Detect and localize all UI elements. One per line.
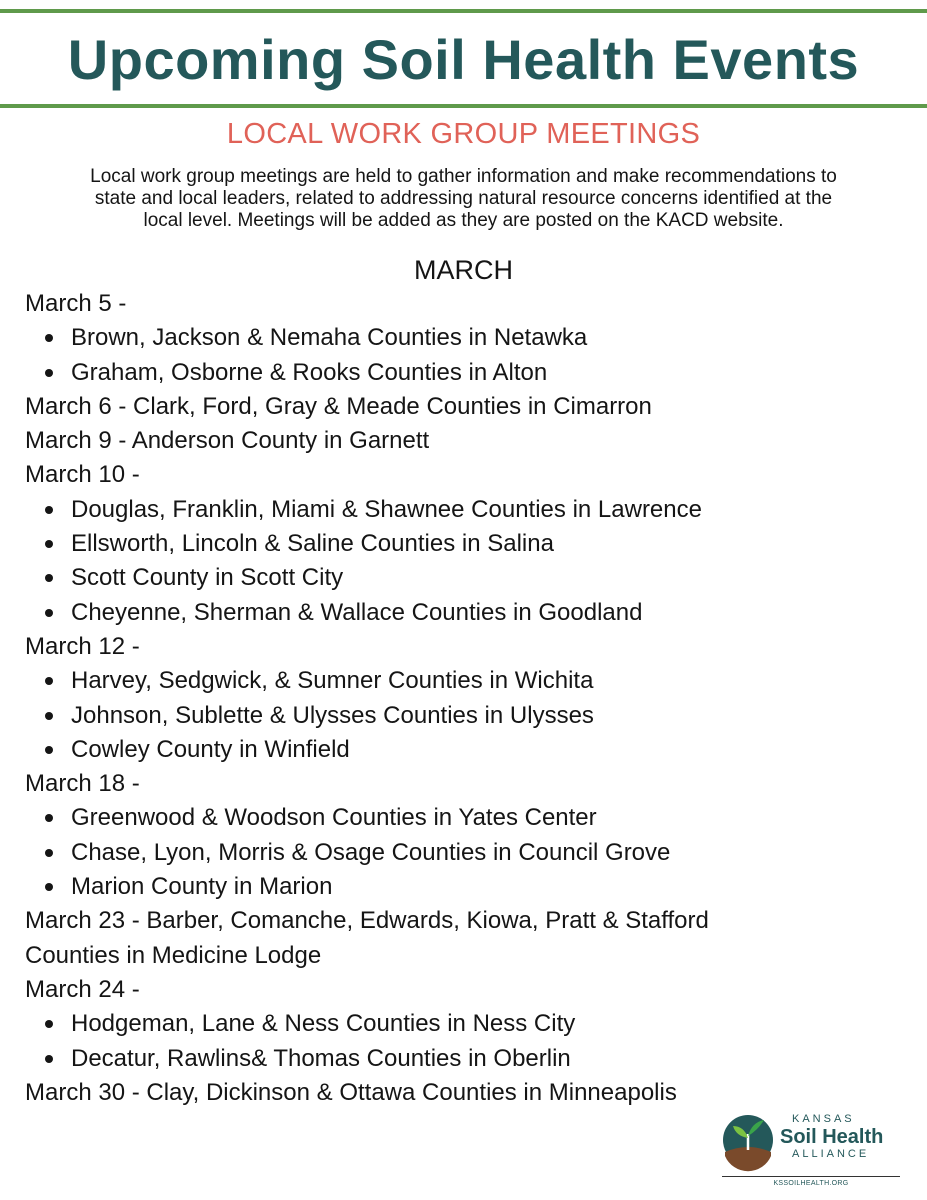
list-item-text: Decatur, Rawlins& Thomas Counties in Oberlin <box>71 1044 571 1072</box>
list-item <box>25 356 905 390</box>
bullet-icon <box>45 849 53 857</box>
bullet-icon <box>45 369 53 377</box>
bullet-icon <box>45 712 53 720</box>
list-item-text: Greenwood & Woodson Counties in Yates Center <box>71 804 597 832</box>
website-url: KSSOILHEALTH.ORG <box>773 1180 849 1187</box>
list-item-text: Harvey, Sedgwick, & Sumner Counties in Wichita <box>71 667 594 695</box>
list-item-text: Douglas, Franklin, Miami & Shawnee Counties in Lawrence <box>71 495 702 523</box>
list-item <box>25 561 905 595</box>
logo-alliance-text: ALLIANCE <box>792 1148 870 1160</box>
list-item <box>25 493 905 527</box>
logo-soil-health-text: Soil Health <box>780 1126 884 1148</box>
list-item <box>25 733 905 767</box>
bullet-icon <box>45 883 53 891</box>
list-item <box>25 321 905 355</box>
title-divider <box>0 104 927 108</box>
logo-kansas-text: KANSAS <box>792 1113 855 1125</box>
list-item <box>25 801 905 835</box>
bullet-icon <box>45 334 53 342</box>
event-locations <box>25 321 905 390</box>
list-item <box>25 527 905 561</box>
list-item-text: Cowley County in Winfield <box>71 735 350 763</box>
intro-line: state and local leaders, related to addressing natural resource concerns identified at the <box>94 188 833 209</box>
event-line: March 6 - Clark, Ford, Gray & Meade Counties in Cimarron <box>25 392 652 420</box>
list-item <box>25 596 905 630</box>
logo-divider <box>722 1176 900 1177</box>
list-item-text: Ellsworth, Lincoln & Saline Counties in Salina <box>71 530 554 558</box>
month-heading: MARCH <box>414 255 513 285</box>
bullet-icon <box>45 574 53 582</box>
section-subtitle: LOCAL WORK GROUP MEETINGS <box>226 118 701 150</box>
event-locations <box>25 1007 905 1076</box>
event-locations <box>25 801 905 904</box>
list-item <box>25 1007 905 1041</box>
page-title: Upcoming Soil Health Events <box>67 28 860 91</box>
event-line-continued: Counties in Medicine Lodge <box>25 941 322 969</box>
bullet-icon <box>45 1055 53 1063</box>
event-line: March 9 - Anderson County in Garnett <box>25 427 430 455</box>
event-date: March 5 - <box>25 290 127 317</box>
list-item-text: Marion County in Marion <box>71 873 333 901</box>
event-locations <box>25 664 905 767</box>
event-date: March 10 - <box>25 461 140 489</box>
event-date: March 12 - <box>25 632 140 660</box>
intro-paragraph <box>24 166 903 232</box>
list-item <box>25 1042 905 1076</box>
list-item-text: Johnson, Sublette & Ulysses Counties in Ulysses <box>71 701 594 729</box>
event-locations <box>25 493 905 630</box>
list-item-text: Graham, Osborne & Rooks Counties in Alton <box>71 358 548 386</box>
list-item-text: Scott County in Scott City <box>71 564 344 592</box>
list-item <box>25 836 905 870</box>
list-item-text: Chase, Lyon, Morris & Osage Counties in Council Grove <box>71 838 671 866</box>
intro-line: local level. Meetings will be added as they are posted on the KACD website. <box>143 210 784 231</box>
kansas-soil-health-alliance-logo <box>722 1112 902 1192</box>
list-item <box>25 664 905 698</box>
bullet-icon <box>45 609 53 617</box>
bullet-icon <box>45 540 53 548</box>
bullet-icon <box>45 814 53 822</box>
event-line: March 30 - Clay, Dickinson & Ottawa Counties in Minneapolis <box>25 1078 677 1106</box>
logo-wordmark <box>780 1114 900 1160</box>
list-item-text: Cheyenne, Sherman & Wallace Counties in Goodland <box>71 598 643 626</box>
bullet-icon <box>45 1020 53 1028</box>
event-line: March 23 - Barber, Comanche, Edwards, Kiowa, Pratt & Stafford <box>25 907 709 935</box>
bullet-icon <box>45 506 53 514</box>
list-item-text: Brown, Jackson & Nemaha Counties in Netawka <box>71 324 588 352</box>
events-list <box>25 287 905 1110</box>
top-divider <box>0 9 927 13</box>
sprout-logo-icon <box>722 1112 774 1172</box>
list-item <box>25 870 905 904</box>
list-item <box>25 699 905 733</box>
bullet-icon <box>45 677 53 685</box>
list-item-text: Hodgeman, Lane & Ness Counties in Ness City <box>71 1010 576 1038</box>
intro-line: Local work group meetings are held to gather information and make recommendations to <box>90 166 837 187</box>
bullet-icon <box>45 746 53 754</box>
event-date: March 18 - <box>25 770 140 798</box>
event-date: March 24 - <box>25 975 140 1003</box>
